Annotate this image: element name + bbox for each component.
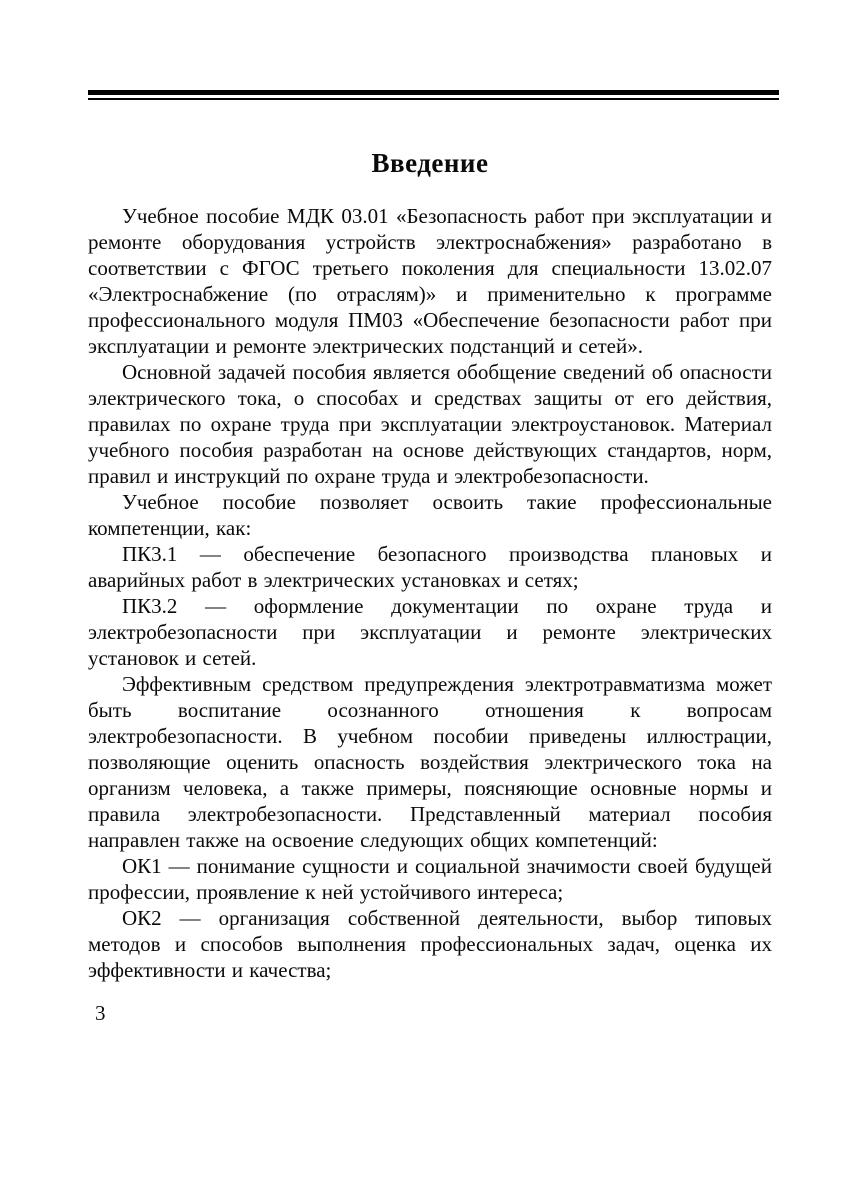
paragraph-pk32: ПК3.2 — оформление документации по охране труда и электробезопасности при эксплуатации и ремонте электрических установок и сетей. [88,594,772,670]
page-number: 3 [95,1001,106,1025]
paragraph-ok2: ОК2 — организация собственной деятельности, выбор типовых методов и способов выполнения профессиональных задач, оценка их эффективности и качества; [88,906,772,982]
paragraph-ok1: ОК1 — понимание сущности и социальной значимости своей будущей профессии, проявление к ней устойчивого интереса; [88,854,772,904]
paragraph-intro-manual: Учебное пособие МДК 03.01 «Безопасность работ при эксплуатации и ремонте оборудования устройств электроснабжения» разработано в соответствии с ФГОС третьего поколения для специальности 13.02.07 «Электроснабжение (по отраслям)» и применительно к программе профессионального модуля ПМ03 «Обеспечение безопасности работ при эксплуатации и ремонте электрических подстанций и сетей». [88,204,772,358]
paragraph-effective-means: Эффективным средством предупреждения электротравматизма может быть воспитание осознанного отношения к вопросам электробезопасности. В учебном пособии приведены иллюстрации, позволяющие оценить опасность воздействия электрического тока на организм человека, а также примеры, поясняющие основные нормы и правила электробезопасности. Представленный материал пособия направлен также на освоение следующих общих компетенций: [88,672,772,852]
body-text [88,203,772,983]
paragraph-competencies-lead: Учебное пособие позволяет освоить такие профессиональные компетенции, как: [88,490,772,540]
header-rule [88,90,779,100]
paragraph-pk31: ПК3.1 — обеспечение безопасного производства плановых и аварийных работ в электрических установках и сетях; [88,542,772,592]
page-title: Введение [371,148,489,178]
paragraph-main-task: Основной задачей пособия является обобщение сведений об опасности электрического тока, о способах и средствах защиты от его действия, правилах по охране труда при эксплуатации электроустановок. Материал учебного пособия разработан на основе действующих стандартов, норм, правил и инструкций по охране труда и электробезопасности. [88,360,772,488]
